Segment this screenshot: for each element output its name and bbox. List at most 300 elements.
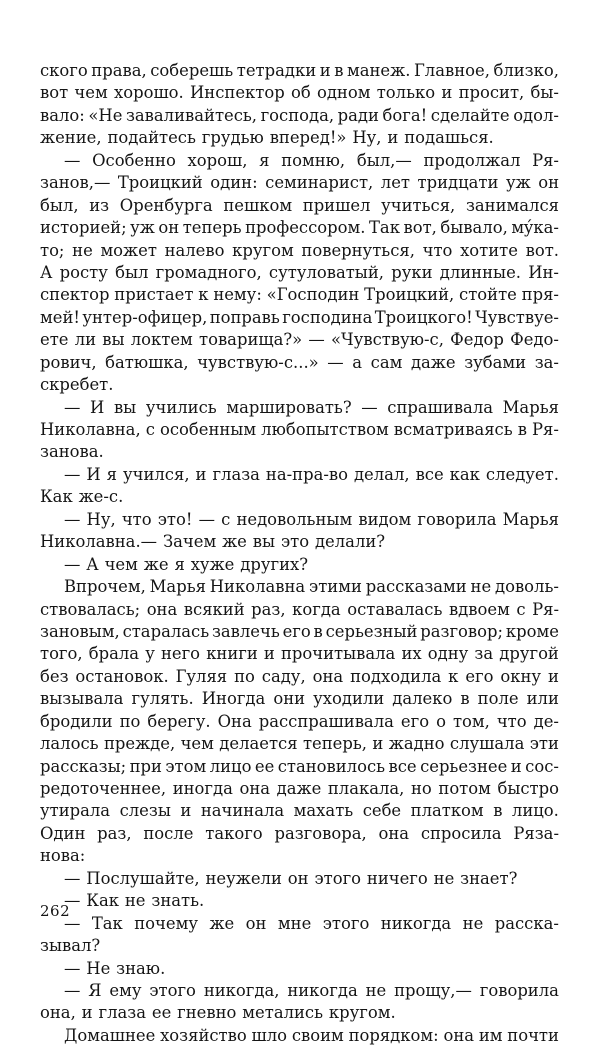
- word: ского: [40, 61, 88, 80]
- word: и: [510, 756, 522, 776]
- word: занимался: [465, 195, 559, 215]
- word: не: [124, 891, 146, 911]
- word: в: [460, 689, 470, 709]
- text-line: [40, 172, 559, 194]
- word: этого: [322, 913, 370, 933]
- word: —: [64, 464, 81, 484]
- word: громадного,: [155, 262, 262, 282]
- word: занова.: [40, 442, 104, 462]
- text-line: [40, 554, 559, 576]
- word: старалась: [122, 621, 210, 641]
- word: говорила: [417, 509, 497, 529]
- word: разговор;: [420, 621, 504, 641]
- text-line: [40, 688, 559, 710]
- word: Марья: [502, 397, 559, 417]
- word: А: [40, 262, 53, 282]
- word: потом: [438, 779, 491, 798]
- word: расска-: [494, 913, 559, 933]
- word: хуже: [190, 554, 235, 574]
- word: вы: [113, 397, 137, 417]
- word: тридцати: [417, 173, 499, 193]
- text-line: [40, 127, 559, 149]
- word: товарища?»: [199, 330, 303, 350]
- word: чем: [180, 734, 214, 754]
- word: И: [90, 397, 105, 417]
- word: Троицкий: [117, 173, 203, 193]
- word: как: [449, 464, 480, 484]
- text-line: [40, 1002, 559, 1024]
- word: манеж.: [346, 61, 411, 80]
- text-line: [40, 599, 559, 621]
- word: или: [526, 689, 559, 709]
- word: он: [538, 173, 559, 193]
- text-line: [40, 150, 559, 172]
- word: когда: [292, 599, 341, 619]
- word: ее: [254, 756, 275, 776]
- word: Ну,: [86, 509, 116, 529]
- word: пришел: [302, 195, 371, 215]
- word: это!: [157, 509, 193, 529]
- word: лет: [380, 173, 410, 193]
- word: же: [143, 554, 169, 574]
- word: она: [312, 666, 344, 686]
- word: без: [40, 666, 69, 686]
- word: только: [376, 83, 436, 103]
- word: делали?: [314, 532, 386, 552]
- word: Ря-: [532, 420, 559, 439]
- word: следует.: [485, 464, 559, 484]
- word: редоточеннее,: [40, 779, 167, 798]
- word: Особенно: [92, 150, 176, 170]
- word: подходила: [350, 666, 442, 686]
- text-line: [40, 733, 559, 755]
- word: Николавна.—: [40, 532, 158, 552]
- word: Главное,: [413, 61, 490, 80]
- word: по: [234, 666, 255, 686]
- text-line: [40, 980, 559, 1002]
- word: своим: [291, 1025, 344, 1045]
- word: Троицкого!: [374, 307, 473, 327]
- text-line: [40, 666, 559, 688]
- word: кругом.: [328, 1003, 396, 1023]
- word: глаза: [212, 464, 260, 484]
- word: такого: [205, 823, 263, 843]
- word: Марья: [502, 509, 559, 529]
- word: Впрочем,: [64, 577, 146, 597]
- word: разговора,: [274, 823, 367, 843]
- word: —: [64, 509, 81, 529]
- word: себе: [362, 801, 402, 821]
- word: раз,: [97, 823, 132, 843]
- text-line: [40, 486, 559, 508]
- word: вы: [102, 330, 125, 350]
- word: гневно: [177, 1003, 237, 1023]
- word: учились: [145, 397, 217, 417]
- word: господина: [282, 307, 373, 327]
- text-line: [40, 217, 559, 239]
- word: и: [387, 128, 399, 148]
- word: Я: [88, 980, 102, 1000]
- word: за: [474, 644, 494, 664]
- word: из: [89, 195, 110, 215]
- page-number: 262: [40, 902, 71, 920]
- word: в: [493, 801, 503, 821]
- word: уходили: [313, 689, 385, 709]
- word: Ря-: [532, 599, 559, 619]
- word: книги: [206, 644, 258, 664]
- word: видом: [358, 509, 412, 529]
- word: был,: [40, 195, 79, 215]
- word: всякий: [183, 599, 245, 619]
- word: Она: [217, 711, 252, 731]
- word: недовольным: [236, 509, 353, 529]
- word: быстро: [497, 779, 559, 798]
- word: же-с.: [78, 487, 124, 507]
- word: батюшка,: [105, 352, 189, 372]
- word: —: [327, 352, 344, 372]
- word: Чувствуе-: [475, 307, 559, 327]
- word: других?: [240, 554, 309, 574]
- word: поле: [477, 689, 519, 709]
- word: утирала: [40, 801, 111, 821]
- word: на-пра-во: [265, 464, 348, 484]
- word: локтем: [130, 330, 193, 350]
- word: хозяйство: [160, 1025, 247, 1045]
- word: что: [496, 711, 527, 731]
- text-line: [40, 890, 559, 912]
- word: —: [64, 554, 81, 574]
- word: пря-: [521, 285, 559, 305]
- text-line: [40, 374, 559, 396]
- text-line: [40, 711, 559, 733]
- word: сос-: [525, 756, 559, 776]
- word: «Господин: [266, 285, 360, 305]
- word: просит,: [458, 83, 525, 103]
- word: Как: [86, 891, 119, 911]
- word: платком: [410, 801, 484, 821]
- word: с: [221, 509, 231, 529]
- word: историей;: [40, 218, 127, 238]
- word: помню,: [281, 150, 346, 170]
- word: даже: [276, 779, 322, 798]
- word: то;: [40, 240, 65, 260]
- word: стойте: [459, 285, 517, 305]
- word: этого: [314, 868, 362, 888]
- word: вот,: [403, 218, 437, 238]
- word: —: [198, 509, 215, 529]
- text-line: [40, 868, 559, 890]
- word: при: [129, 756, 162, 776]
- word: росту: [59, 262, 108, 282]
- word: по: [119, 711, 141, 731]
- word: знать.: [151, 891, 205, 911]
- word: семинарист,: [265, 173, 374, 193]
- word: они: [273, 689, 306, 709]
- word: становилось: [277, 756, 386, 776]
- text-line: [40, 845, 559, 867]
- word: Марья: [149, 577, 206, 597]
- word: вало:: [40, 105, 85, 125]
- text-line: [40, 509, 559, 531]
- word: «Не: [88, 105, 123, 125]
- word: доволь-: [494, 577, 559, 597]
- word: берегу.: [147, 711, 211, 731]
- word: ли: [74, 330, 97, 350]
- word: заваливайтесь,: [125, 105, 258, 125]
- word: любопытством: [261, 420, 389, 439]
- text-line: [40, 329, 559, 351]
- word: почти: [507, 1025, 559, 1045]
- word: серьезнее: [420, 756, 508, 776]
- word: Зачем: [162, 532, 217, 552]
- word: рассказы;: [40, 756, 127, 776]
- word: того,: [40, 644, 83, 664]
- word: соберешь: [150, 61, 234, 80]
- word: лалось: [40, 734, 99, 754]
- word: Гуляя: [175, 666, 228, 686]
- word: нова:: [40, 846, 86, 866]
- word: вызывала: [40, 689, 124, 709]
- word: кроме: [505, 621, 559, 641]
- word: кругом: [232, 240, 294, 260]
- word: Инспектор: [190, 83, 285, 103]
- text-line: [40, 441, 559, 463]
- word: тетрадки: [236, 61, 317, 80]
- word: —: [361, 397, 378, 417]
- word: что: [121, 509, 152, 529]
- word: —: [64, 150, 81, 170]
- word: Николавна: [209, 577, 306, 597]
- word: все: [388, 756, 417, 776]
- word: близко,: [493, 61, 559, 80]
- word: налево: [164, 240, 225, 260]
- word: Троицкий,: [364, 285, 455, 305]
- word: порядком:: [348, 1025, 439, 1045]
- word: поправь: [209, 307, 280, 327]
- text-line: [40, 913, 559, 935]
- word: мей!: [40, 307, 80, 327]
- word: нему:: [213, 285, 262, 305]
- word: знает?: [460, 868, 518, 888]
- word: не: [365, 980, 387, 1000]
- word: его: [400, 711, 430, 731]
- word: этого: [149, 980, 196, 1000]
- word: бы-: [530, 83, 559, 103]
- word: теперь,: [302, 734, 367, 754]
- word: этом: [165, 756, 207, 776]
- word: —: [64, 868, 81, 888]
- word: всматриваясь: [393, 420, 513, 439]
- text-line: [40, 284, 559, 306]
- text-line: [40, 262, 559, 284]
- word: Не: [86, 958, 111, 978]
- word: хорошо.: [113, 83, 184, 103]
- word: скребет.: [40, 375, 114, 395]
- word: иногда: [172, 779, 233, 798]
- text-line: [40, 240, 559, 262]
- text-line: [40, 621, 559, 643]
- text-line: [40, 823, 559, 845]
- word: мýка-: [511, 218, 559, 238]
- word: хотите: [460, 240, 518, 260]
- word: почему: [134, 913, 198, 933]
- word: что: [422, 240, 453, 260]
- word: может: [100, 240, 157, 260]
- word: о: [436, 711, 446, 731]
- word: и: [547, 666, 559, 686]
- word: саду,: [261, 666, 306, 686]
- word: Так: [368, 218, 400, 238]
- word: в: [334, 61, 344, 80]
- word: зубами: [464, 352, 527, 372]
- word: его: [465, 666, 494, 686]
- word: вы: [252, 532, 276, 552]
- word: прочитывала: [280, 644, 396, 664]
- word: —: [64, 958, 81, 978]
- word: гулять.: [131, 689, 194, 709]
- word: Ну,: [352, 128, 382, 148]
- word: ничего: [366, 868, 428, 888]
- word: и: [263, 644, 275, 664]
- word: бродили: [40, 711, 113, 731]
- word: брала: [88, 644, 140, 664]
- text-line: [40, 352, 559, 374]
- word: говорила: [479, 980, 559, 1000]
- word: Иногда: [201, 689, 266, 709]
- text-line: [40, 1025, 559, 1047]
- word: —: [64, 980, 81, 1000]
- word: шло: [251, 1025, 288, 1045]
- word: с: [145, 420, 155, 439]
- word: неужели: [205, 868, 282, 888]
- word: хорош,: [187, 150, 248, 170]
- text-line: [40, 397, 559, 419]
- word: серьезный: [325, 621, 418, 641]
- word: Ин-: [528, 262, 559, 282]
- word: мне: [277, 913, 312, 933]
- word: рович,: [40, 352, 97, 372]
- word: после: [143, 823, 194, 843]
- word: метались: [242, 1003, 324, 1023]
- word: слушала: [449, 734, 525, 754]
- word: сутуловатый,: [268, 262, 384, 282]
- text-line: [40, 778, 559, 800]
- word: слезы: [119, 801, 171, 821]
- word: она: [146, 599, 178, 619]
- text-line: [40, 82, 559, 104]
- word: и: [319, 61, 331, 80]
- word: рассказами: [365, 577, 467, 597]
- text-line: [40, 935, 559, 957]
- word: маршировать?: [226, 397, 352, 417]
- word: чем: [104, 554, 138, 574]
- word: сделайте: [430, 105, 510, 125]
- word: у: [145, 644, 155, 664]
- word: в: [313, 621, 323, 641]
- word: —: [64, 891, 81, 911]
- text-line: [40, 958, 559, 980]
- word: но: [411, 779, 432, 798]
- word: одном: [316, 83, 371, 103]
- word: расспрашивала: [258, 711, 394, 731]
- word: подашься.: [404, 128, 494, 148]
- word: завлечь: [211, 621, 280, 641]
- text-line: [40, 105, 559, 127]
- word: зывал?: [40, 936, 101, 956]
- word: Николавна,: [40, 420, 141, 439]
- word: том,: [452, 711, 490, 731]
- word: Ря-: [532, 150, 559, 170]
- word: никогда: [380, 913, 452, 933]
- word: один:: [210, 173, 258, 193]
- word: —: [64, 397, 81, 417]
- word: зановым,: [40, 621, 120, 641]
- word: и: [441, 83, 453, 103]
- word: не: [72, 240, 93, 260]
- word: спрашивала: [387, 397, 494, 417]
- word: и: [180, 801, 192, 821]
- word: Федо-: [510, 330, 559, 350]
- word: никогда: [287, 980, 358, 1000]
- word: бога!: [382, 105, 428, 125]
- page-body-text: [40, 60, 559, 1047]
- word: профессором.: [245, 218, 366, 238]
- word: и: [81, 1003, 93, 1023]
- word: ствовалась;: [40, 599, 141, 619]
- word: Ряза-: [513, 823, 559, 843]
- word: делал,: [353, 464, 410, 484]
- word: раз,: [251, 599, 286, 619]
- word: ему: [109, 980, 142, 1000]
- word: в: [517, 420, 527, 439]
- text-line: [40, 307, 559, 329]
- word: одол-: [513, 105, 559, 125]
- word: к: [448, 666, 459, 686]
- word: лицо: [209, 756, 252, 776]
- word: ее: [151, 1003, 172, 1023]
- word: А: [86, 554, 99, 574]
- word: бывало,: [440, 218, 508, 238]
- word: не: [470, 577, 492, 597]
- word: грудью: [201, 128, 264, 148]
- word: она: [239, 779, 271, 798]
- word: глаза: [98, 1003, 146, 1023]
- word: Домашнее: [64, 1025, 156, 1045]
- word: Послушайте,: [86, 868, 200, 888]
- text-line: [40, 531, 559, 553]
- word: повернуться,: [301, 240, 415, 260]
- word: жение,: [40, 128, 102, 148]
- word: учился,: [122, 464, 190, 484]
- word: «Чувствую-с,: [331, 330, 444, 350]
- word: делается: [219, 734, 298, 754]
- word: же: [209, 913, 235, 933]
- word: спектор: [40, 285, 110, 305]
- word: об: [290, 83, 311, 103]
- word: унтер-офицер,: [82, 307, 208, 327]
- word: и: [195, 464, 207, 484]
- word: чувствую-с...»: [197, 352, 319, 372]
- word: пешком: [223, 195, 293, 215]
- word: был: [115, 262, 149, 282]
- word: за-: [534, 352, 559, 372]
- word: него: [160, 644, 201, 664]
- word: Оренбурга: [119, 195, 213, 215]
- word: он: [245, 913, 267, 933]
- word: не: [462, 913, 484, 933]
- text-line: [40, 60, 559, 82]
- word: начинала: [200, 801, 285, 821]
